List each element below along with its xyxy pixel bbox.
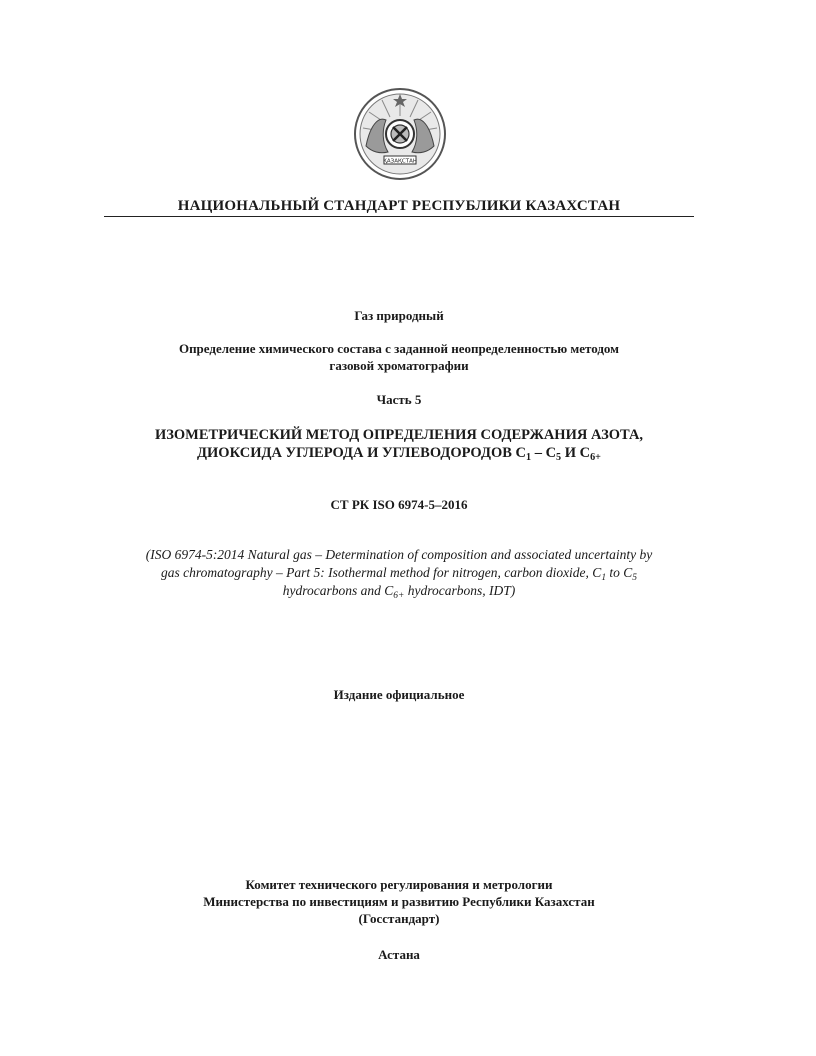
standard-header-title: НАЦИОНАЛЬНЫЙ СТАНДАРТ РЕСПУБЛИКИ КАЗАХСТАН [177,198,621,214]
main-title-dash: – С [531,445,557,461]
iso-line-3-prefix: hydrocarbons and C [282,583,394,598]
iso-line-2-prefix: gas chromatography – Part 5: Isothermal method for nitrogen, carbon dioxide, C [160,565,602,580]
iso-subscript-c5: 5 [632,573,638,583]
main-title [104,426,694,462]
description [104,340,694,374]
iso-line-2-mid: to C [606,565,633,580]
subject-title: Газ природный [354,308,444,323]
part-number: Часть 5 [376,392,422,407]
main-title-line-2-prefix: ДИОКСИДА УГЛЕРОДА И УГЛЕВОДОРОДОВ С [197,445,526,461]
publication-city: Астана [378,947,420,962]
publisher-line-3: (Госстандарт) [358,911,440,926]
publisher-line-2: Министерства по инвестициям и развитию Республики Казахстан [203,894,595,909]
main-title-and: И С [561,445,591,461]
subscript-c1: 1 [526,452,532,463]
description-line-1: Определение химического состава с заданной неопределенностью методом [178,341,620,356]
iso-reference-line-3 [100,582,698,600]
iso-reference-line-1: (ISO 6974-5:2014 Natural gas – Determination of composition and associated uncertainty by [145,547,653,562]
edition-label: Издание официальное [333,687,465,702]
subscript-c5: 5 [556,452,562,463]
main-title-line-1: ИЗОМЕТРИЧЕСКИЙ МЕТОД ОПРЕДЕЛЕНИЯ СОДЕРЖАНИЯ АЗОТА, [154,427,644,443]
publisher-block [104,876,694,927]
iso-reference [100,546,698,600]
iso-subscript-c6plus: 6+ [393,591,405,601]
main-title-line-2 [104,444,694,462]
kazakhstan-state-emblem-icon [352,86,448,182]
header-divider [104,216,694,217]
publisher-line-1: Комитет технического регулирования и метрологии [245,877,553,892]
iso-subscript-c1: 1 [601,573,607,583]
description-line-2: газовой хроматографии [329,358,469,373]
standard-designation: СТ РК ISO 6974-5–2016 [330,497,468,512]
subscript-c6plus: 6+ [590,452,601,463]
iso-line-3-suffix: hydrocarbons, IDT) [404,583,516,598]
iso-reference-line-2 [100,564,698,582]
emblem-banner-text: ҚАЗАҚСТАН [383,158,417,165]
state-emblem [352,86,448,182]
